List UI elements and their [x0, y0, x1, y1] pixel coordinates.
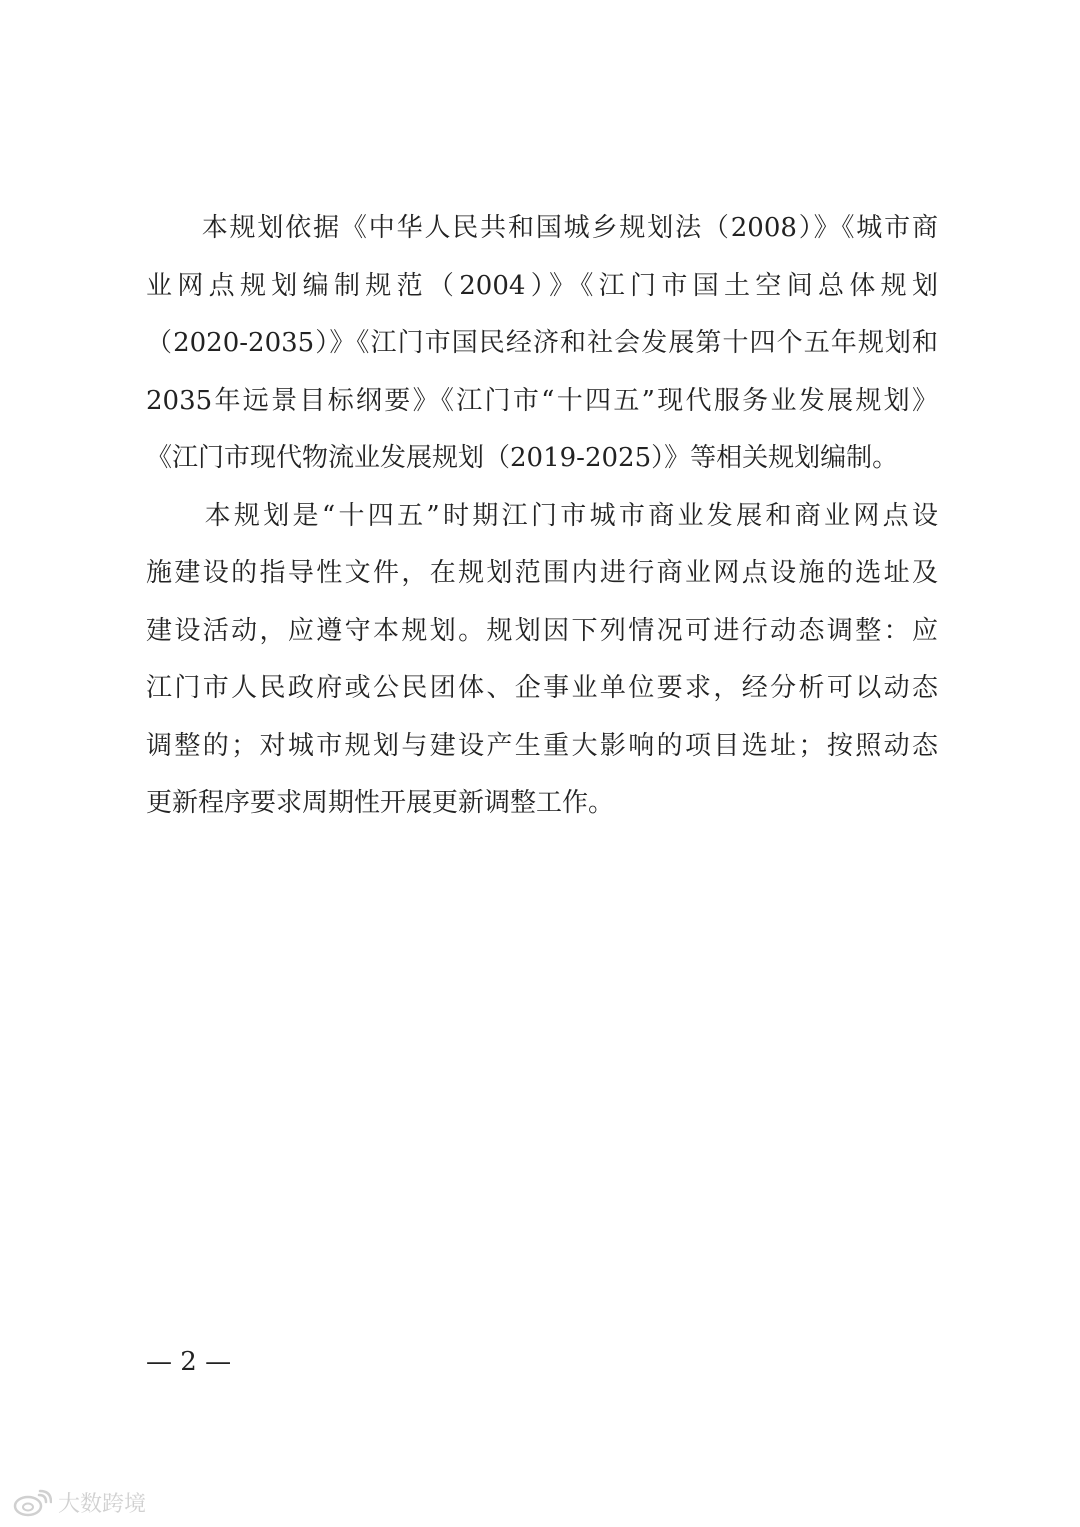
paragraph-2-line-3: 建设活动，应遵守本规划。规划因下列情况可进行动态调整：应: [146, 615, 938, 646]
paragraph-1-line-4: 2035年远景目标纲要》《江门市“十四五”现代服务业发展规划》: [146, 385, 938, 416]
paragraph-2-line-4: 江门市人民政府或公民团体、企事业单位要求，经分析可以动态: [146, 673, 938, 703]
body-text: [146, 200, 938, 833]
paragraph-1-line-2: 业网点规划编制规范（2004）》《江门市国土空间总体规划: [146, 270, 938, 301]
paragraph-1-line-3: （2020-2035）》《江门市国民经济和社会发展第十四个五年规划和: [146, 328, 938, 358]
page-number: — 2 —: [146, 1347, 232, 1377]
paragraph-2-line-5: 调整的；对城市规划与建设产生重大影响的项目选址；按照动态: [146, 730, 938, 761]
paragraph-1-line-5: 《江门市现代物流业发展规划（2019-2025）》等相关规划编制。: [146, 443, 899, 473]
paragraph-1-line-1: 本规划依据《中华人民共和国城乡规划法（2008）》《城市商: [146, 213, 938, 243]
paragraph-2-line-1: 本规划是“十四五”时期江门市城市商业发展和商业网点设: [146, 500, 938, 531]
paragraph-2-line-2: 施建设的指导性文件，在规划范围内进行商业网点设施的选址及: [146, 558, 938, 588]
watermark-text: 大数跨境: [58, 1492, 147, 1517]
paragraph-2-line-6: 更新程序要求周期性开展更新调整工作。: [146, 788, 615, 818]
weibo-logo-icon: [12, 1489, 52, 1517]
watermark: [12, 1487, 146, 1518]
